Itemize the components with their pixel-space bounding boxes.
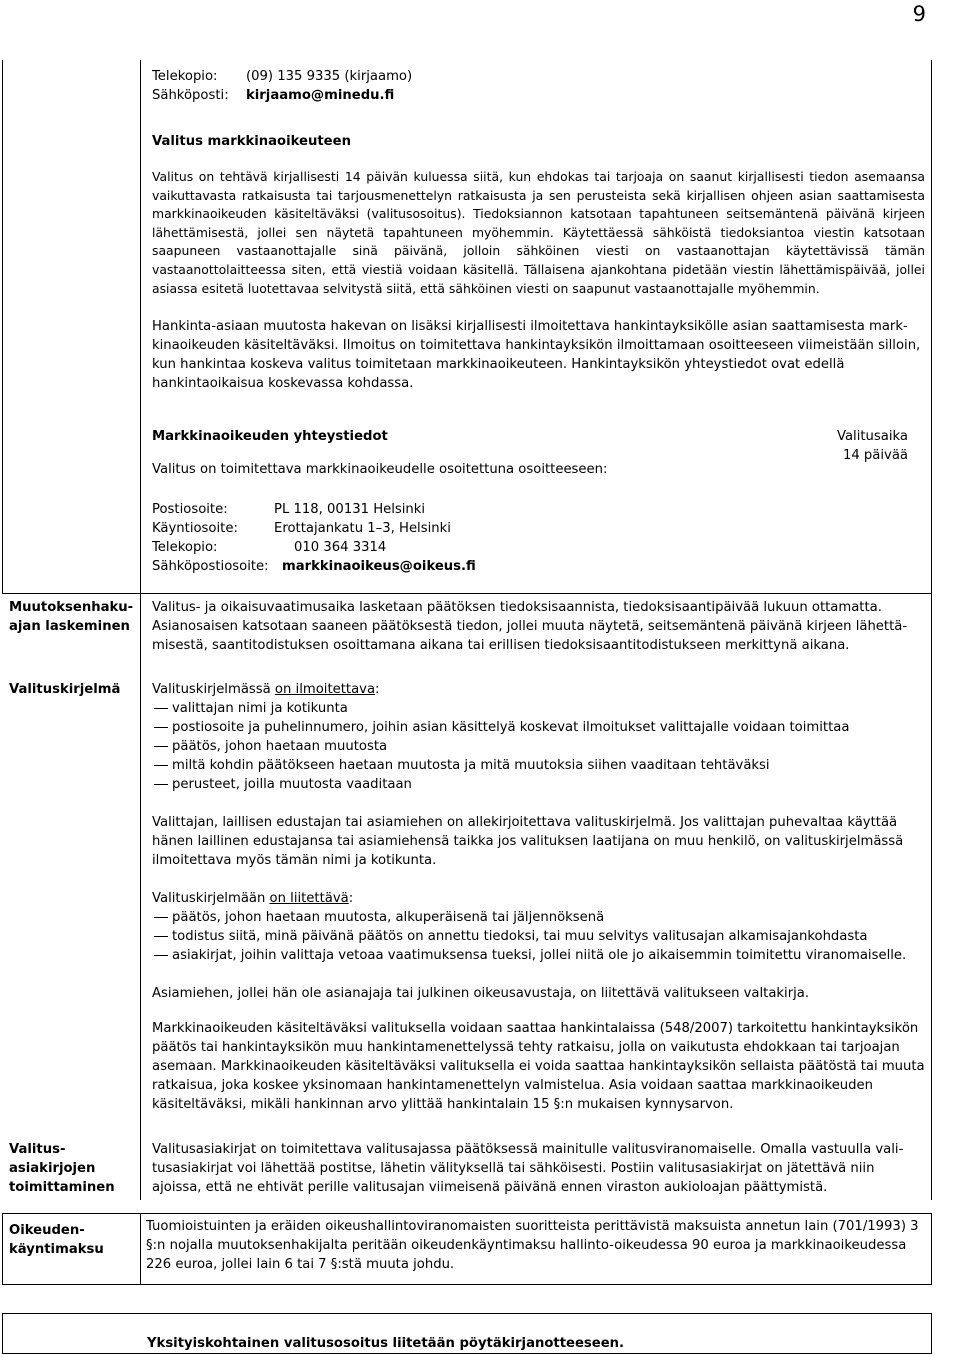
contact-top: [152, 67, 412, 105]
attach-prefix: Valituskirjelmään: [152, 891, 270, 906]
attach-suffix: :: [348, 891, 354, 906]
letter-label: Valituskirjelmä: [9, 682, 121, 697]
visit-label: Käyntiosoite:: [152, 521, 238, 536]
appeal-heading: Valitus markkinaoikeuteen: [152, 134, 351, 149]
frame-left-border: [2, 60, 3, 593]
list-item: todistus siitä, minä päivänä päätös on annettu tiedoksi, tai muu selvitys valitusajan alkamisajankohdasta: [152, 927, 925, 946]
deadline-label: Valitusaika: [836, 429, 908, 444]
visit-value: Erottajankatu 1–3, Helsinki: [274, 521, 451, 536]
signature-paragraph: Valittajan, laillisen edustajan tai asiamiehen on allekirjoitettava valituskirjelmä. Jos valittajan puhevaltaa käyttää hänen laillinen edustajansa tai asiamiehensä taikka jos valituksen laatijana on muu henkilö, on valituskirjelmässä ilmoitettava myös tämän nimi ja kotikunta.: [152, 815, 904, 868]
deadline-box: [780, 427, 908, 465]
list-item: asiakirjat, joihin valittaja vetoaa vaatimuksensa tueksi, jollei niitä ole jo aikaisemmin toimitettu viranomaiselle.: [152, 946, 925, 965]
footer-note: Yksityiskohtainen valitusosoitus liitetään pöytäkirjanotteeseen.: [147, 1336, 625, 1351]
calc-text: Valitus- ja oikaisuvaatimusaika lasketaan päätöksen tiedoksisaannista, tiedoksisaantipäivää lukuun ottamatta. Asianosaisen katsotaan saaneen päätöksestä tiedon, jollei muuta näytetä, seitsemäntenä päivänä kirjeen lähettämisestä, saantitodistuksen osoittamana aikana tai erillisen tiedoksisaantitodistukseen merkittynä aikana.: [152, 600, 908, 653]
list-item: miltä kohdin päätökseen haetaan muutosta ja mitä muutoksia siihen vaaditaan tehtäväksi: [152, 756, 925, 775]
contact-heading: Markkinaoikeuden yhteystiedot: [152, 429, 388, 444]
calc-label: Muutoksenhakuajan laskeminen: [9, 600, 134, 634]
letter-intro-suffix: :: [375, 682, 380, 697]
agent-paragraph: Asiamiehen, jollei hän ole asianajaja tai julkinen oikeusavustaja, on liitettävä valitukseen valtakirja.: [152, 986, 810, 1001]
list-item: päätös, johon haetaan muutosta, alkuperäisenä tai jäljennöksenä: [152, 908, 925, 927]
fee-label: Oikeudenkäyntimaksu: [9, 1223, 104, 1257]
letter-intro-underlined: on ilmoitettava: [274, 682, 376, 697]
court-address-block: [152, 500, 476, 576]
court-email-label: Sähköpostiosoite:: [152, 559, 269, 574]
required-items-list: [152, 699, 925, 794]
page-number: 9: [912, 2, 926, 26]
appeal-paragraph-2: Hankinta-asiaan muutosta hakevan on lisäksi kirjallisesti ilmoitettava hankintayksikölle asian saattamisesta markkinaoikeuden käsiteltäväksi. Ilmoitus on toimitettava hankintayksikön ilmoittamaan osoitteeseen viimeistään silloin, kun hankintaa koskeva valitus toimitetaan markkinaoikeuteen. Hankintayksikön yhteystiedot ovat edellä hankintaoikaisua koskevassa kohdassa.: [152, 319, 921, 392]
list-item: päätös, johon haetaan muutosta: [152, 737, 925, 756]
letter-section: [152, 680, 925, 1114]
list-item: perusteet, joilla muutosta vaaditaan: [152, 775, 925, 794]
fee-text: Tuomioistuinten ja eräiden oikeushallintoviranomaisten suoritteista perittävistä maksuista annetun lain (701/1993) 3 §:n nojalla muutoksenhakijalta peritään oikeudenkäyntimaksu hallinto-oikeudessa 90 euroa ja markkinaoikeudessa 226 euroa, jollei lain 6 tai 7 §:stä muuta johdu.: [146, 1219, 919, 1272]
delivery-label: Valitusasiakirjojen toimittaminen: [9, 1142, 115, 1195]
postal-value: PL 118, 00131 Helsinki: [274, 502, 426, 517]
frame-right-border: [931, 60, 932, 1200]
list-item: postiosoite ja puhelinnumero, joihin asian käsittelyä koskevat ilmoitukset valittajalle voidaan toimittaa: [152, 718, 925, 737]
appeal-paragraph-1: Valitus on tehtävä kirjallisesti 14 päivän kuluessa siitä, kun ehdokas tai tarjoaja on saanut kirjallisesti tiedon asemaansa vaikuttavasta ratkaisusta tai tarjousmenettelyn ratkaisusta ja sen perusteista sekä kirjallisen ohjeen asian saattamisesta markkinaoikeuden käsiteltäväksi (valitusosoitus). Tiedoksiannon katsotaan tapahtuneen seitsemäntenä päivänä kirjeen lähettämisestä, jollei sen näytetä tapahtuneen myöhemmin. Käytettäessä sähköistä tiedoksiantoa viestin katsotaan saapuneen vastaanottajalle sinä päivänä, jolloin sähköinen viesti on vastaanottajan käytettävissä tämän vastaanottolaitteessa siten, että viestiä voidaan käsitellä. Tällaisena ajankohtana pidetään viestin lähettämispäivää, jollei asiassa esitetä luotettavaa selvitystä siitä, että sähköinen viesti on saapunut vastaanottajalle myöhemmin.: [152, 169, 925, 296]
address-intro: Valitus on toimitettava markkinaoikeudelle osoitettuna osoitteeseen:: [152, 462, 608, 477]
letter-intro-prefix: Valituskirjelmässä: [152, 682, 275, 697]
fax-value: (09) 135 9335 (kirjaamo): [246, 69, 413, 84]
fax-label: Telekopio:: [152, 69, 218, 84]
letter-intro: [152, 680, 925, 699]
delivery-text: Valitusasiakirjat on toimitettava valitusajassa päätöksessä mainitulle valitusviranomaiselle. Omalla vastuulla valitusasiakirjat voi lähettää postitse, lähetin välityksellä tai sähköisesti. Postiin valitusasiakirjat on jätettävä niin ajoissa, että ne ehtivät perille valitusajan viimeisenä päivänä ennen viraston aukioloajan päättymistä.: [152, 1142, 904, 1195]
appeal-section: [152, 168, 925, 393]
postal-label: Postiosoite:: [152, 502, 228, 517]
deadline-value: 14 päivää: [842, 448, 908, 463]
frame-row-top: [2, 593, 932, 594]
attach-underlined: on liitettävä: [269, 891, 349, 906]
attachments-list: [152, 908, 925, 965]
court-email-value: markkinaoikeus@oikeus.fi: [282, 559, 476, 574]
attachments-intro: [152, 889, 925, 908]
court-fax-value: 010 364 3314: [294, 540, 387, 555]
list-item: valittajan nimi ja kotikunta: [152, 699, 925, 718]
market-court-paragraph: Markkinaoikeuden käsiteltäväksi valituksella voidaan saattaa hankintalaissa (548/2007) tarkoitettu hankintayksikön päätös tai hankintayksikön muu hankintamenettelyssä tehty ratkaisu, jolla on vaikutusta ehdokkaan tai tarjoajan asemaan. Markkinaoikeuden käsiteltäväksi valituksella ei voida saattaa hankintayksikön sellaista päätöstä tai muuta ratkaisua, joka koskee yksinomaan hankintamenettelyn valmistelua. Asia voidaan saattaa markkinaoikeuden käsiteltäväksi, mikäli hankinnan arvo ylittää hankintalain 15 §:n mukaisen kynnysarvon.: [152, 1021, 925, 1112]
email-label: Sähköposti:: [152, 88, 229, 103]
email-value: kirjaamo@minedu.fi: [246, 88, 395, 103]
court-fax-label: Telekopio:: [152, 540, 218, 555]
